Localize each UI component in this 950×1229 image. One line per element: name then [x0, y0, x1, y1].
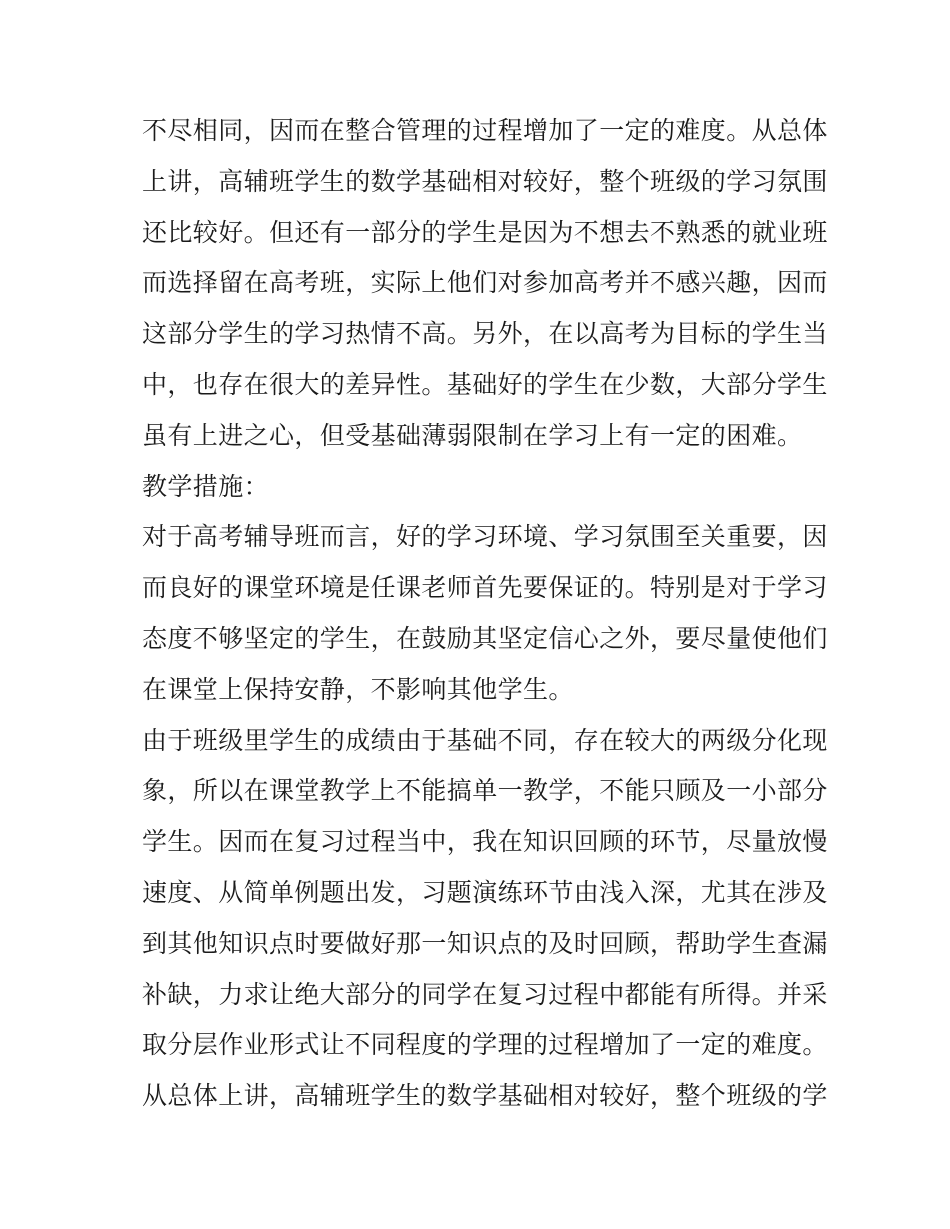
text-line: 对于高考辅导班而言，好的学习环境、学习氛围至关重要，因 [142, 522, 828, 552]
text-line: 从总体上讲，高辅班学生的数学基础相对较好，整个班级的学 [142, 1081, 828, 1111]
text-line: 补缺，力求让绝大部分的同学在复习过程中都能有所得。并采 [142, 979, 828, 1009]
text-line: 还比较好。但还有一部分的学生是因为不想去不熟悉的就业班 [142, 217, 828, 247]
text-line: 而良好的课堂环境是任课老师首先要保证的。特别是对于学习 [142, 573, 828, 603]
section-heading: 教学措施： [142, 471, 270, 501]
text-line: 在课堂上保持安静，不影响其他学生。 [142, 674, 574, 704]
text-line: 虽有上进之心，但受基础薄弱限制在学习上有一定的困难。 [142, 420, 803, 450]
text-line: 态度不够坚定的学生，在鼓励其坚定信心之外，要尽量使他们 [142, 623, 828, 653]
text-line: 到其他知识点时要做好那一知识点的及时回顾，帮助学生查漏 [142, 928, 828, 958]
text-line: 中，也存在很大的差异性。基础好的学生在少数，大部分学生 [142, 369, 828, 399]
body-text [142, 106, 828, 1122]
text-line: 由于班级里学生的成绩由于基础不同，存在较大的两级分化现 [142, 725, 828, 755]
text-line: 学生。因而在复习过程当中，我在知识回顾的环节，尽量放慢 [142, 827, 828, 857]
text-line: 象，所以在课堂教学上不能搞单一教学，不能只顾及一小部分 [142, 776, 828, 806]
text-line: 上讲，高辅班学生的数学基础相对较好，整个班级的学习氛围 [142, 166, 828, 196]
text-line: 速度、从简单例题出发，习题演练环节由浅入深，尤其在涉及 [142, 877, 828, 907]
text-line: 不尽相同，因而在整合管理的过程增加了一定的难度。从总体 [142, 116, 828, 145]
text-line: 这部分学生的学习热情不高。另外，在以高考为目标的学生当 [142, 319, 828, 349]
text-line: 取分层作业形式让不同程度的学理的过程增加了一定的难度。 [142, 1030, 828, 1060]
text-line: 而选择留在高考班，实际上他们对参加高考并不感兴趣，因而 [142, 268, 828, 298]
